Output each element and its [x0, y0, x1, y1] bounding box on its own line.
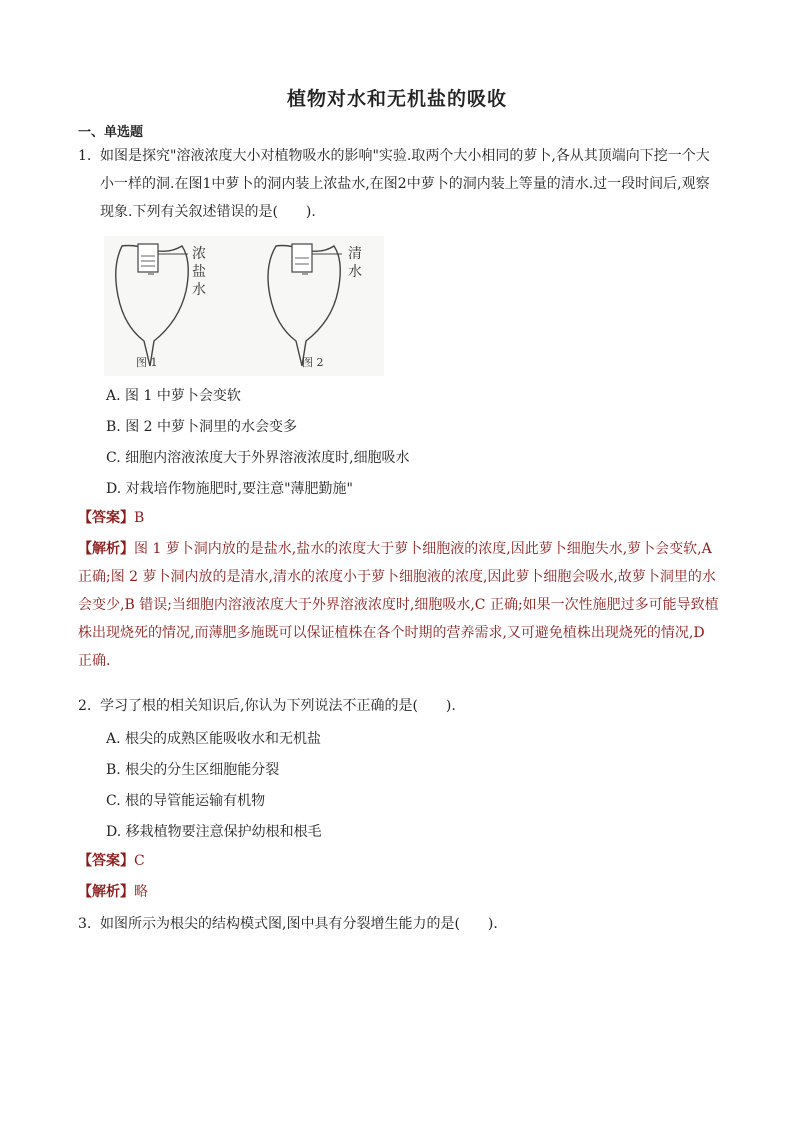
option-a: A. 图 1 中萝卜会变软 — [106, 388, 241, 404]
analysis-2 — [78, 878, 148, 906]
caption-1: 图 1 — [136, 356, 158, 369]
label-2-char-2: 水 — [348, 264, 362, 280]
question-1 — [78, 142, 718, 226]
question-text: 学习了根的相关知识后,你认为下列说法不正确的是( ). — [100, 698, 456, 714]
analysis-text: 略 — [134, 884, 148, 900]
option-d: D. 移栽植物要注意保护幼根和根毛 — [106, 824, 322, 840]
label-1-char-1: 浓 — [192, 246, 206, 262]
question-text: 如图所示为根尖的结构模式图,图中具有分裂增生能力的是( ). — [100, 916, 498, 932]
analysis-1 — [78, 535, 722, 675]
option-b: B. 根尖的分生区细胞能分裂 — [106, 762, 280, 778]
label-2-char-1: 清 — [348, 246, 362, 262]
label-1-char-2: 盐 — [192, 264, 206, 280]
page-title: 植物对水和无机盐的吸收 — [286, 88, 507, 110]
option-b: B. 图 2 中萝卜洞里的水会变多 — [106, 419, 297, 435]
option-a: A. 根尖的成熟区能吸收水和无机盐 — [106, 731, 322, 747]
analysis-text: 图 1 萝卜洞内放的是盐水,盐水的浓度大于萝卜细胞液的浓度,因此萝卜细胞失水,萝卜会变软,A 正确;图 2 萝卜洞内放的是清水,清水的浓度小于萝卜细胞液的浓度,因此萝卜细胞会吸水,故萝卜洞里的水会变少,B 错误;当细胞内溶液浓度大于外界溶液浓度时,细胞吸水,C 正确;如果一次性施肥过多可能导致植株出现烧死的情况,而薄肥多施既可以保证植株在各个时期的营养需求,又可避免植株出现烧死的情况,D 正确. — [78, 541, 719, 669]
question-number: 2. — [78, 698, 92, 714]
section-heading: 一、单选题 — [78, 125, 144, 140]
question-number: 1. — [78, 148, 92, 164]
answer-1 — [78, 504, 144, 532]
answer-label: 【答案】 — [78, 853, 134, 869]
question-number: 3. — [78, 916, 92, 932]
question-3 — [78, 910, 718, 938]
answer-label: 【答案】 — [78, 510, 134, 526]
question-2 — [78, 692, 718, 720]
analysis-label: 【解析】 — [78, 541, 134, 557]
answer-2 — [78, 847, 145, 875]
answer-value: C — [134, 853, 145, 869]
question-text: 如图是探究"溶液浓度大小对植物吸水的影响"实验.取两个大小相同的萝卜,各从其顶端向下挖一个大小一样的洞.在图1中萝卜的洞内装上浓盐水,在图2中萝卜的洞内装上等量的清水.过一段时间后,观察现象.下列有关叙述错误的是( ). — [100, 148, 710, 220]
option-c: C. 细胞内溶液浓度大于外界溶液浓度时,细胞吸水 — [106, 450, 410, 466]
radish-1-hole — [138, 244, 158, 272]
option-d: D. 对栽培作物施肥时,要注意"薄肥勤施" — [106, 481, 353, 497]
radish-figure — [104, 236, 384, 376]
label-1-char-3: 水 — [192, 282, 206, 298]
option-c: C. 根的导管能运输有机物 — [106, 793, 266, 809]
answer-value: B — [134, 510, 145, 526]
caption-2: 图 2 — [302, 356, 324, 369]
analysis-label: 【解析】 — [78, 884, 134, 900]
